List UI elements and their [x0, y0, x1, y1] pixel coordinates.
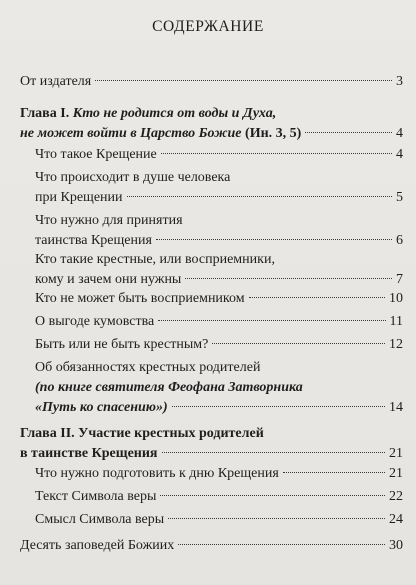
toc-entry[interactable]	[35, 358, 403, 418]
toc-page-number: 6	[396, 233, 403, 248]
toc-page-number: 7	[396, 272, 403, 287]
toc-page-number: 21	[389, 446, 403, 461]
toc-page-number: 11	[389, 314, 403, 329]
toc-entry-title: кому и зачем они нужны	[35, 272, 182, 287]
chapter-reference: (Ин. 3, 5)	[241, 126, 302, 141]
toc-entry[interactable]	[35, 464, 403, 484]
toc-page-number: 22	[389, 489, 403, 504]
toc-page-number: 5	[396, 190, 403, 205]
toc-entry-title: Что такое Крещение	[35, 147, 157, 162]
toc-entry-line: Об обязанностях крестных родителей	[35, 360, 261, 375]
toc-entry[interactable]	[35, 211, 403, 251]
chapter-title-line-1: Кто не родится от воды и Духа,	[72, 106, 277, 121]
toc-entry-line: Кто такие крестные, или восприемники,	[35, 252, 275, 267]
dot-leader	[161, 153, 392, 154]
dot-leader	[178, 544, 385, 545]
toc-page-number: 24	[389, 512, 403, 527]
chapter-title-line-2: в таинстве Крещения	[20, 446, 158, 461]
toc-page-number: 21	[389, 466, 403, 481]
toc-page-number: 3	[396, 74, 403, 89]
toc-entry[interactable]	[35, 487, 403, 507]
dot-leader	[305, 132, 392, 133]
toc-entry-line: (по книге святителя Феофана Затворника	[35, 380, 303, 395]
toc-entry-title: Десять заповедей Божиих	[20, 538, 175, 553]
toc-entry-publisher[interactable]	[20, 72, 403, 92]
chapter-title-line-1: Глава II. Участие крестных родителей	[20, 426, 264, 441]
toc-entry-title: Что нужно подготовить к дню Крещения	[35, 466, 279, 481]
toc-entry-title: Быть или не быть крестным?	[35, 337, 209, 352]
dot-leader	[127, 196, 392, 197]
dot-leader	[160, 495, 385, 496]
toc-entry-line: Что нужно для принятия	[35, 213, 183, 228]
dot-leader	[283, 472, 385, 473]
toc-entry[interactable]	[35, 510, 403, 530]
toc-page-number: 10	[389, 291, 403, 306]
dot-leader	[95, 80, 392, 81]
toc-page-number: 4	[396, 126, 403, 141]
toc-entry-title: Текст Символа веры	[35, 489, 157, 504]
toc-entry[interactable]	[35, 335, 403, 355]
dot-leader	[158, 320, 385, 321]
dot-leader	[185, 278, 392, 279]
toc-entry-chapter-1[interactable]	[20, 104, 403, 144]
dot-leader	[249, 297, 385, 298]
toc-entry-line: Что происходит в душе человека	[35, 170, 231, 185]
toc-entry-title: От издателя	[20, 74, 92, 89]
toc-entry[interactable]	[35, 168, 403, 208]
toc-entry[interactable]	[20, 536, 403, 556]
toc-entry-chapter-2[interactable]	[20, 424, 403, 464]
toc-entry-title: при Крещении	[35, 190, 123, 205]
chapter-label: Глава I.	[20, 106, 73, 121]
toc-entry[interactable]	[35, 312, 403, 332]
dot-leader	[162, 452, 386, 453]
toc-page-number: 30	[389, 538, 403, 553]
toc-entry[interactable]	[35, 250, 403, 290]
chapter-title-line-2: не может войти в Царство Божие	[20, 126, 242, 141]
dot-leader	[168, 518, 385, 519]
toc-entry-title: О выгоде кумовства	[35, 314, 155, 329]
toc-entry-title: Кто не может быть восприемником	[35, 291, 245, 306]
toc-entry[interactable]	[35, 145, 403, 165]
toc-entry[interactable]	[35, 289, 403, 309]
dot-leader	[172, 406, 385, 407]
toc-entry-title: «Путь ко спасению»)	[35, 400, 168, 415]
toc-page-number: 14	[389, 400, 403, 415]
toc-page-number: 4	[396, 147, 403, 162]
dot-leader	[212, 343, 385, 344]
toc-page-number: 12	[389, 337, 403, 352]
page-title: СОДЕРЖАНИЕ	[152, 18, 264, 35]
toc-entry-title: Смысл Символа веры	[35, 512, 165, 527]
toc-entry-title: таинства Крещения	[35, 233, 152, 248]
dot-leader	[156, 239, 392, 240]
